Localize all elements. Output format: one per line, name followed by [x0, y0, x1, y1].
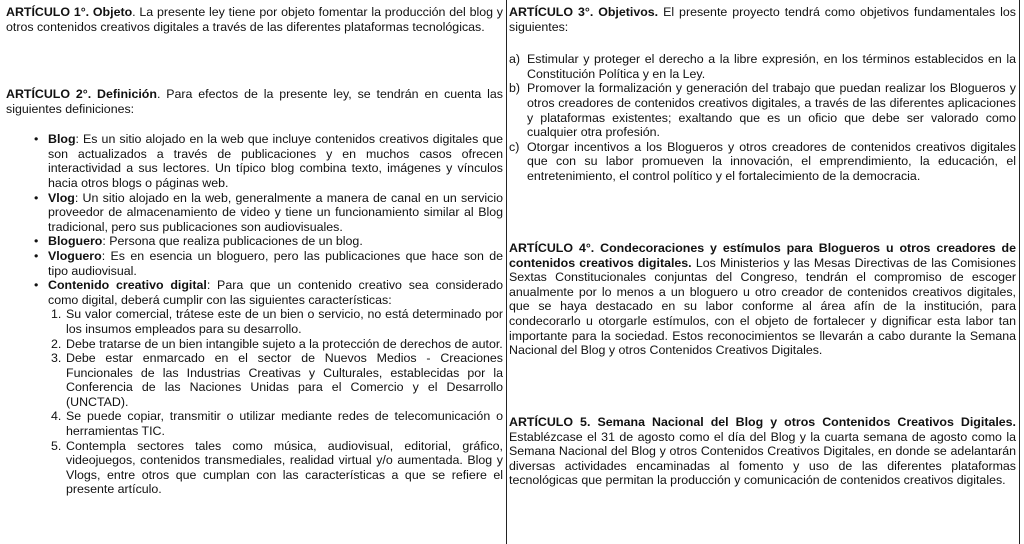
- bullet-icon: •: [34, 190, 39, 205]
- definition-item: • Vloguero: Es en esencia un bloguero, pero las publicaciones que hace son de tipo audiovisual.: [34, 248, 503, 278]
- article-4: [509, 241, 1016, 358]
- requirement-item: 3. Debe estar enmarcado en el sector de Nuevos Medios - Creaciones Funcionales de las Industrias Creativas y Culturales, establecidas por la Conferencia de las Naciones Unidas para el Comercio y el Desarrollo (UNCTAD).: [51, 351, 503, 409]
- bullet-icon: •: [34, 132, 39, 147]
- definition-item: • Vlog: Un sitio alojado en la web, generalmente a manera de canal en un servicio proveedor de almacenamiento de video y tiene un funcionamiento similar al Blog tradicional, pero sus publicaciones son audiovisuales.: [34, 190, 503, 234]
- bullet-icon: •: [34, 248, 39, 263]
- objective-item: c) Otorgar incentivos a los Blogueros y otros creadores de contenidos creativos digitales que con su labor promueven la innovación, el emprendimiento, la educación, el entretenimiento, el control político y el fortalecimiento de la democracia.: [509, 139, 1016, 183]
- requirement-item: 4. Se puede copiar, transmitir o utilizar mediante redes de telecomunicación o herramientas TIC.: [51, 409, 503, 439]
- column-divider: [506, 0, 507, 544]
- article-3-heading: ARTÍCULO 3°. Objetivos.: [509, 5, 659, 19]
- definition-item: • Contenido creativo digital: Para que un contenido creativo sea considerado como digital, deberá cumplir con las siguientes características: 1. Su valor comercial, trátese este de un bien o servicio, no está determinado por los insumos empleados para su desarrollo. 2. Debe tratarse de un bien intangible sujeto a la protección de derechos de autor. 3. Debe estar enmarcado en el sector de Nuevos Medios - Creaciones Funcionales de las Industrias Creativas y Culturales, establecidas por la Conferencia de las Naciones Unidas para el Comercio y el Desarrollo (UNCTAD). 4. Se puede copiar, transmitir o utilizar mediante redes de telecomunicación o herramientas TIC. 5. Contempla sectores tales como música, audiovisual, editorial, gráfico, videojuegos, contenidos transmediales, realidad virtual y/o aumentada. Blog y Vlogs, entre otros que cumplan con las características a que se refiere el presente artículo.: [6, 278, 503, 497]
- article-2-body: ARTÍCULO 2°. Definición. Para efectos de la presente ley, se tendrán en cuenta las siguientes definiciones:: [6, 87, 504, 116]
- definitions-list: [6, 132, 503, 497]
- article-1-body: ARTÍCULO 1°. Objeto. La presente ley tiene por objeto fomentar la producción del blog y otros contenidos creativos digitales a través de las diferentes plataformas tecnológicas.: [6, 5, 503, 34]
- requirement-item: 5. Contempla sectores tales como música, audiovisual, editorial, gráfico, videojuegos, contenidos transmediales, realidad virtual y/o aumentada. Blog y Vlogs, entre otros que cumplan con las características a que se refiere el presente artículo.: [51, 438, 503, 497]
- bullet-icon: •: [34, 278, 39, 293]
- bullet-icon: •: [34, 234, 39, 249]
- requirement-item: 2. Debe tratarse de un bien intangible sujeto a la protección de derechos de autor.: [51, 336, 503, 351]
- objectives-list: [509, 52, 1016, 183]
- definition-item: • Blog: Es un sitio alojado en la web que incluye contenidos creativos digitales que son actualizados a través de publicaciones y en muchos casos ofrecen interactividad a sus lectores. Un típico blog combina texto, imágenes y vínculos hacia otros blogs o páginas web.: [34, 132, 503, 190]
- article-5-heading: ARTÍCULO 5. Semana Nacional del Blog y otros Contenidos Creativos Digitales.: [509, 415, 1016, 429]
- article-2-heading: ARTÍCULO 2°. Definición: [6, 87, 157, 101]
- definition-item: • Bloguero: Persona que realiza publicaciones de un blog.: [34, 234, 363, 249]
- article-4-body: ARTÍCULO 4°. Condecoraciones y estímulos para Blogueros u otros creadores de contenidos creativos digitales. Los Ministerios y las Mesas Directivas de las Comisiones Sextas Constitucionales conjuntas del Congreso, tendrán el compromiso de escoger anualmente por lo menos a un bloguero u otro creador de contenidos creativos digitales, que se haya destacado en su labor conforme al área afín de la institución, para condecorarlo u otorgarle estímulos, con el objeto de fortalecer y dignificar esta labor tan importante para la sociedad. Estos reconocimientos se llevarán a cabo durante la Semana Nacional del Blog y otros Contenidos Creativos Digitales.: [509, 241, 1017, 358]
- requirement-item: 1. Su valor comercial, trátese este de un bien o servicio, no está determinado por los insumos empleados para su desarrollo.: [51, 307, 503, 336]
- article-1-heading: ARTÍCULO 1°. Objeto: [6, 5, 133, 19]
- right-border: [1019, 0, 1020, 544]
- article-3: [509, 5, 1016, 184]
- article-5: [509, 415, 1016, 488]
- article-5-body: ARTÍCULO 5. Semana Nacional del Blog y otros Contenidos Creativos Digitales. Establézcase el 31 de agosto como el día del Blog y la cuarta semana de agosto como la Semana Nacional del Blog y otros Contenidos Creativos Digitales, en donde se adelantarán diversas actividades encaminadas al fomento y uso de las diferentes plataformas tecnológicas que permitan la producción y comunicación de contenidos creativos digitales.: [509, 415, 1016, 488]
- article-4-heading: ARTÍCULO 4°. Condecoraciones y estímulos para Blogueros u otros creadores de contenidos creativos digitales.: [509, 241, 1016, 270]
- article-2: [6, 87, 503, 497]
- objective-item: a) Estimular y proteger el derecho a la libre expresión, en los términos establecidos en la Constitución Política y en la Ley.: [509, 52, 1016, 81]
- objective-item: b) Promover la formalización y generación del trabajo que puedan realizar los Blogueros y otros creadores de contenidos creativos digitales, a través de las diferentes aplicaciones y plataformas existentes; exaltando que es un oficio que debe ser valorado como cualquier otra profesión.: [509, 81, 1016, 140]
- requirements-list: [6, 307, 503, 497]
- article-3-body: ARTÍCULO 3°. Objetivos. El presente proyecto tendrá como objetivos fundamentales los siguientes:: [509, 5, 1016, 34]
- article-1: [6, 5, 503, 34]
